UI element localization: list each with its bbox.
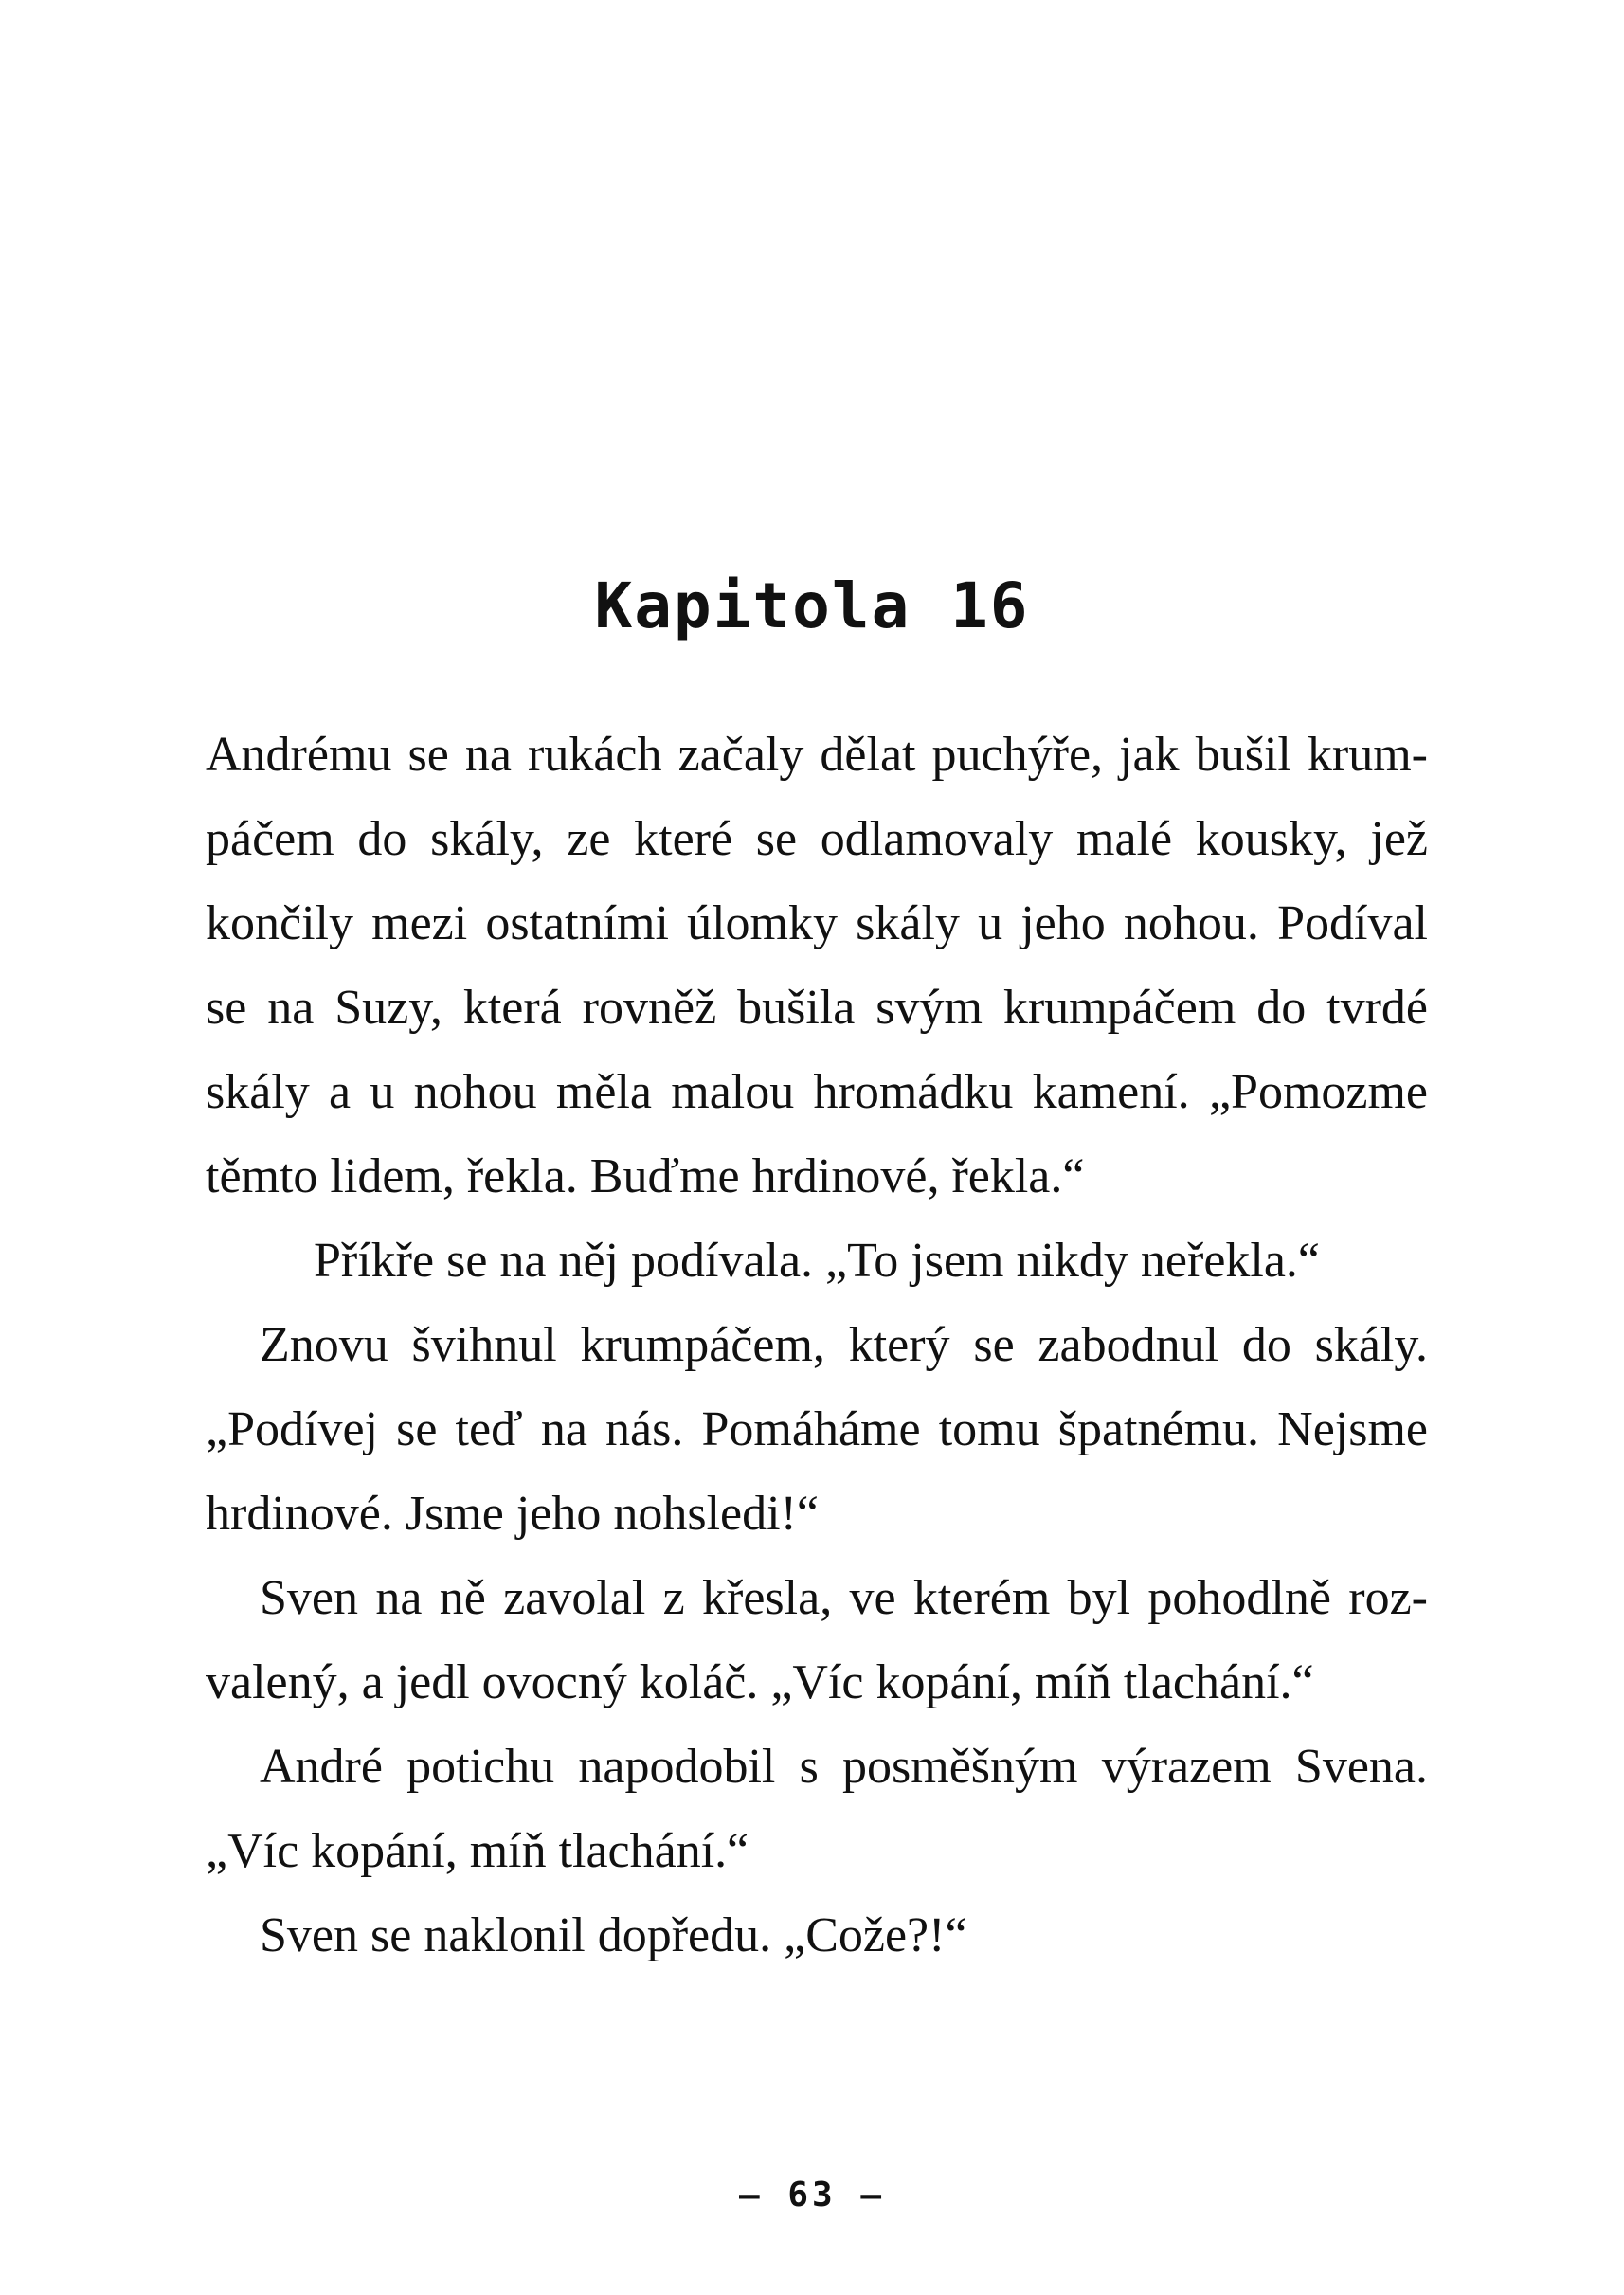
text-line: Znovu švihnul krumpáčem, který se zabodnul do skály. [260,1318,1428,1372]
chapter-title: Kapitola 16 [594,569,1030,642]
page-number: – 63 – [738,2176,886,2214]
paragraph [206,1556,1428,1725]
text-line: André potichu napodobil s posměšným výrazem Svena. [260,1740,1428,1794]
text-line: „Víc kopání, míň tlachání.“ [206,1824,749,1878]
paragraph [206,1303,1428,1556]
paragraph [206,713,1428,1219]
text-line: páčem do skály, ze které se odlamovaly malé kousky, jež [206,812,1428,866]
text-line: Sven se naklonil dopředu. „Cože?!“ [260,1908,967,1962]
paragraph [206,1725,1428,1893]
text-line: hrdinové. Jsme jeho nohsledi!“ [206,1487,819,1541]
text-line: „Podívej se teď na nás. Pomáháme tomu špatnému. Nejsme [206,1402,1428,1456]
paragraph [206,1219,1428,1303]
text-line: Andrému se na rukách začaly dělat puchýře, jak bušil krum- [206,728,1428,782]
text-line: končily mezi ostatními úlomky skály u jeho nohou. Podíval [206,896,1428,950]
text-line: Příkře se na něj podívala. „To jsem nikdy neřekla.“ [314,1234,1321,1288]
chapter-body [206,713,1428,1978]
text-line: se na Suzy, která rovněž bušila svým krumpáčem do tvrdé [206,981,1428,1035]
text-line: těmto lidem, řekla. Buďme hrdinové, řekla.“ [206,1149,1085,1203]
text-line: Sven na ně zavolal z křesla, ve kterém byl pohodlně roz- [260,1571,1428,1625]
text-line: valený, a jedl ovocný koláč. „Víc kopání, míň tlachání.“ [206,1655,1314,1709]
paragraph [206,1893,1428,1978]
text-line: skály a u nohou měla malou hromádku kamení. „Pomozme [206,1065,1428,1119]
